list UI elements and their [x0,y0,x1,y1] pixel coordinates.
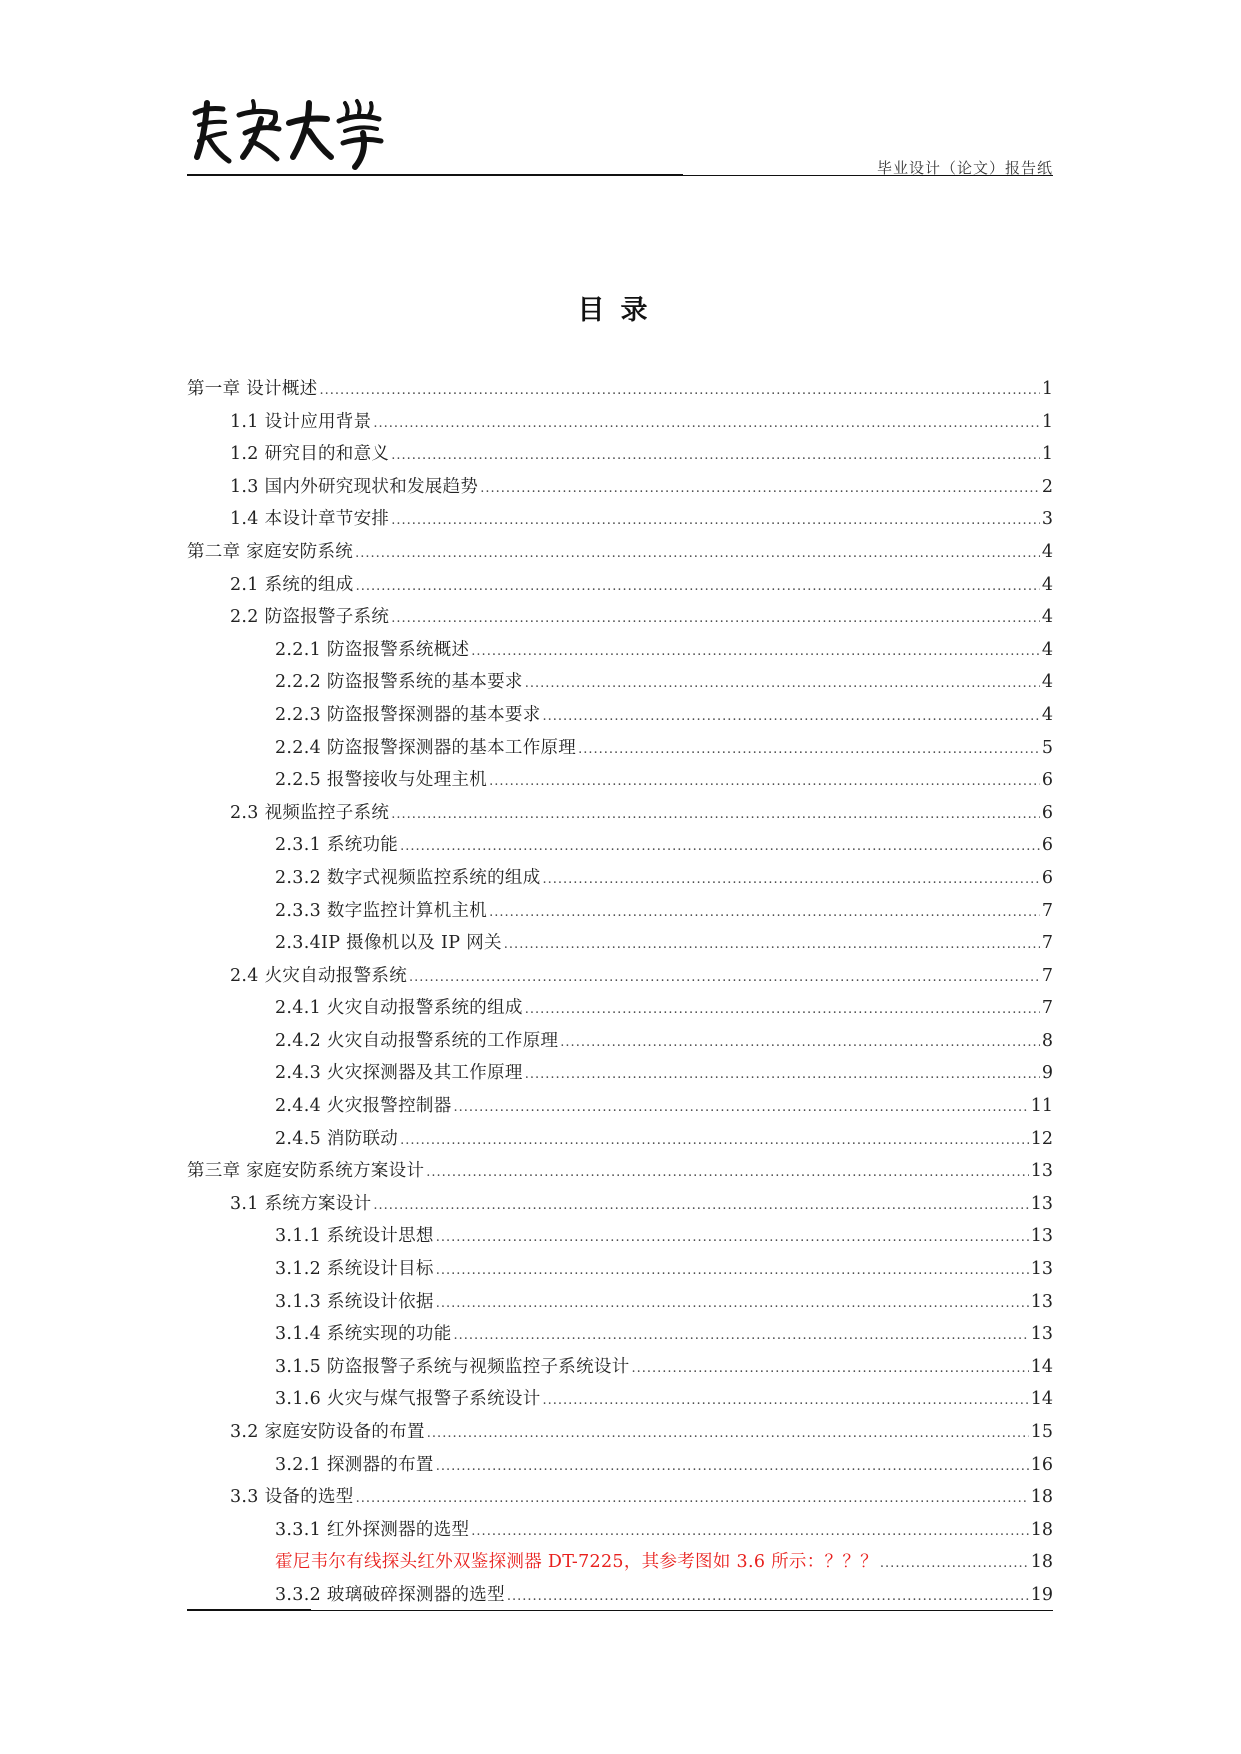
toc-entry[interactable] [187,1383,1053,1416]
toc-entry-label: 霍尼韦尔有线探头红外双鉴探测器 DT-7225，其参考图如 3.6 所示：？？？ [275,1552,878,1573]
toc-entry-page: 15 [1030,1422,1053,1442]
toc-entry[interactable] [187,862,1053,895]
toc-leader-dots [525,992,1040,1027]
toc-leader-dots [454,1090,1029,1125]
toc-entry[interactable] [187,699,1053,732]
toc-leader-dots [400,1123,1029,1158]
toc-leader-dots [471,634,1040,669]
toc-leader-dots [355,536,1040,571]
toc-entry[interactable] [187,503,1053,536]
toc-entry-label: 3.1.6 火灾与煤气报警子系统设计 [275,1389,541,1410]
toc-leader-dots [373,406,1039,441]
toc-entry-label: 1.2 研究目的和意义 [230,444,390,465]
toc-leader-dots [319,373,1039,408]
toc-entry-label: 第一章 设计概述 [187,379,318,399]
toc-entry-label: 2.1 系统的组成 [230,574,354,595]
toc-entry-page: 8 [1041,1030,1053,1051]
toc-entry[interactable] [187,960,1053,993]
toc-entry-page: 18 [1030,1487,1053,1508]
toc-entry-page: 7 [1041,965,1053,986]
toc-leader-dots [426,1155,1028,1190]
toc-entry-label: 第二章 家庭安防系统 [187,541,354,562]
toc-entry[interactable] [187,1188,1053,1221]
toc-entry-page: 18 [1030,1519,1053,1540]
toc-entry-label: 2.2.5 报警接收与处理主机 [275,770,488,791]
toc-entry-label: 2.3.1 系统功能 [275,835,399,856]
toc-entry-label: 2.3.2 数字式视频监控系统的组成 [275,867,541,888]
toc-entry-label: 3.2.1 探测器的布置 [275,1454,434,1475]
toc-entry[interactable] [187,1025,1053,1058]
toc-entry-page: 4 [1041,639,1053,660]
toc-entry-label: 2.2.3 防盗报警探测器的基本要求 [275,704,541,725]
toc-entry-page: 5 [1041,737,1053,758]
toc-entry-label: 3.3 设备的选型 [230,1487,354,1508]
toc-leader-dots [525,1057,1040,1092]
toc-leader-dots [480,471,1040,506]
toc-entry[interactable] [187,373,1053,406]
toc-entry-page: 6 [1041,770,1053,791]
toc-entry-label: 1.3 国内外研究现状和发展趋势 [230,476,479,497]
toc-entry-label: 2.4.5 消防联动 [275,1128,399,1149]
toc-entry-label: 3.1.5 防盗报警子系统与视频监控子系统设计 [275,1356,630,1377]
toc-entry-label: 1.1 设计应用背景 [230,411,372,432]
toc-leader-dots [880,1546,1029,1581]
toc-entry-page: 7 [1041,998,1053,1019]
toc-entry[interactable] [187,992,1053,1025]
toc-entry[interactable] [187,1057,1053,1090]
toc-leader-dots [391,601,1040,636]
toc-leader-dots [578,732,1040,767]
toc-entry[interactable] [187,1579,1053,1612]
toc-entry[interactable] [187,666,1053,699]
toc-leader-dots [356,1481,1029,1516]
toc-entry[interactable] [187,797,1053,830]
toc-leader-dots [400,829,1040,864]
toc-entry[interactable] [187,1481,1053,1514]
toc-entry[interactable] [187,634,1053,667]
toc-entry[interactable] [187,1253,1053,1286]
toc-entry-label: 2.4 火灾自动报警系统 [230,965,407,986]
toc-entry-page: 6 [1041,867,1053,888]
toc-leader-dots [632,1351,1029,1386]
toc-entry-page: 13 [1030,1161,1053,1182]
toc-entry-page: 14 [1030,1356,1053,1377]
toc-entry-page: 2 [1041,476,1053,497]
toc-leader-dots [525,666,1040,701]
toc-leader-dots [356,569,1040,604]
toc-entry-page: 19 [1030,1584,1053,1605]
toc-entry-label: 2.3.4IP 摄像机以及 IP 网关 [275,933,502,954]
toc-entry-label: 2.4.4 火灾报警控制器 [275,1096,452,1117]
toc-leader-dots [436,1220,1029,1255]
toc-entry-page: 3 [1041,509,1053,530]
toc-entry[interactable] [187,1514,1053,1547]
toc-entry-page: 9 [1041,1063,1053,1084]
toc-entry-page: 4 [1041,574,1053,595]
toc-leader-dots [373,1188,1028,1223]
toc-entry-page: 18 [1030,1552,1053,1573]
toc-entry-label: 2.2.2 防盗报警系统的基本要求 [275,672,523,693]
toc-entry-page: 4 [1041,607,1053,628]
toc-entry-page: 7 [1041,900,1053,921]
toc-entry[interactable] [187,1351,1053,1384]
toc-entry-label: 2.2 防盗报警子系统 [230,607,390,628]
toc-entry-label: 2.4.1 火灾自动报警系统的组成 [275,998,523,1019]
toc-leader-dots [489,895,1040,930]
toc-entry[interactable] [187,1220,1053,1253]
footer-rule [187,1610,1053,1611]
toc-entry-label: 3.1.4 系统实现的功能 [275,1324,452,1345]
toc-entry-label: 3.3.2 玻璃破碎探测器的选型 [275,1584,505,1605]
toc-leader-dots [391,438,1040,473]
toc-entry[interactable] [187,732,1053,765]
toc-leader-dots [504,927,1040,962]
toc-leader-dots [543,862,1040,897]
toc-entry[interactable] [187,438,1053,471]
toc-entry-label: 3.1.2 系统设计目标 [275,1259,434,1280]
toc-entry[interactable] [187,471,1053,504]
toc-entry-label: 3.2 家庭安防设备的布置 [230,1422,425,1442]
toc-entry[interactable] [187,1546,1053,1579]
toc-entry-page: 13 [1030,1324,1053,1345]
toc-leader-dots [543,1383,1029,1418]
footer-rule-accent [187,1609,311,1611]
header-caption: 毕业设计（论文）报告纸 [876,159,1053,177]
toc-entry-label: 3.1.3 系统设计依据 [275,1291,434,1312]
toc-entry-page: 1 [1041,444,1053,465]
toc-entry-label: 3.1.1 系统设计思想 [275,1226,434,1247]
toc-entry[interactable] [187,1449,1053,1482]
toc-entry-page: 16 [1030,1454,1053,1475]
toc-entry-label: 1.4 本设计章节安排 [230,509,390,530]
toc-entry[interactable] [187,1155,1053,1188]
toc-entry[interactable] [187,1286,1053,1319]
toc-leader-dots [543,699,1040,734]
toc-entry[interactable] [187,536,1053,569]
toc-entry-page: 6 [1041,802,1053,823]
toc-entry-label: 2.3 视频监控子系统 [230,802,390,823]
university-logo [185,95,385,171]
toc-entry-label: 2.2.1 防盗报警系统概述 [275,639,470,660]
toc-leader-dots [436,1449,1029,1484]
toc-entry-page: 13 [1030,1291,1053,1312]
toc-entry-label: 2.2.4 防盗报警探测器的基本工作原理 [275,737,577,758]
toc-entry-page: 14 [1030,1389,1053,1410]
toc-entry[interactable] [187,1090,1053,1123]
toc-leader-dots [471,1514,1028,1549]
toc-entry[interactable] [187,1123,1053,1156]
toc-leader-dots [454,1318,1029,1353]
toc-entry[interactable] [187,1416,1053,1449]
toc-leader-dots [427,1416,1029,1451]
toc-entry[interactable] [187,829,1053,862]
toc-leader-dots [409,960,1040,995]
toc-leader-dots [436,1253,1029,1288]
toc-leader-dots [507,1579,1029,1614]
toc-entry[interactable] [187,927,1053,960]
toc-entry-page: 13 [1030,1193,1053,1214]
toc-entry-page: 12 [1030,1128,1053,1149]
toc-entry-page: 7 [1041,933,1053,954]
toc-entry-label: 第三章 家庭安防系统方案设计 [187,1161,425,1182]
toc-entry-page: 1 [1041,411,1053,432]
toc-entry[interactable] [187,406,1053,439]
toc-leader-dots [391,503,1040,538]
toc-entry-page: 13 [1030,1259,1053,1280]
toc-title: 目录 [577,295,664,326]
toc-leader-dots [436,1286,1029,1321]
toc-entry-label: 2.4.3 火灾探测器及其工作原理 [275,1063,523,1084]
toc-entry-page: 13 [1030,1226,1053,1247]
toc-leader-dots [560,1025,1040,1060]
toc-entry-page: 6 [1041,835,1053,856]
toc-entry[interactable] [187,601,1053,634]
header-rule [187,174,683,176]
toc-entry[interactable] [187,1318,1053,1351]
toc-entry[interactable] [187,569,1053,602]
toc-entry-page: 4 [1041,704,1053,725]
toc-leader-dots [391,797,1040,832]
toc-entry-page: 11 [1030,1096,1053,1117]
toc-entry[interactable] [187,895,1053,928]
toc-entry-label: 3.3.1 红外探测器的选型 [275,1519,470,1540]
toc-entry-page: 4 [1041,541,1053,562]
table-of-contents [187,373,1053,1612]
toc-entry-page: 4 [1041,672,1053,693]
toc-leader-dots [489,764,1040,799]
toc-entry[interactable] [187,764,1053,797]
toc-entry-label: 2.3.3 数字监控计算机主机 [275,900,488,921]
toc-entry-label: 3.1 系统方案设计 [230,1193,372,1214]
toc-entry-label: 2.4.2 火灾自动报警系统的工作原理 [275,1030,559,1051]
toc-entry-page: 1 [1041,379,1053,399]
